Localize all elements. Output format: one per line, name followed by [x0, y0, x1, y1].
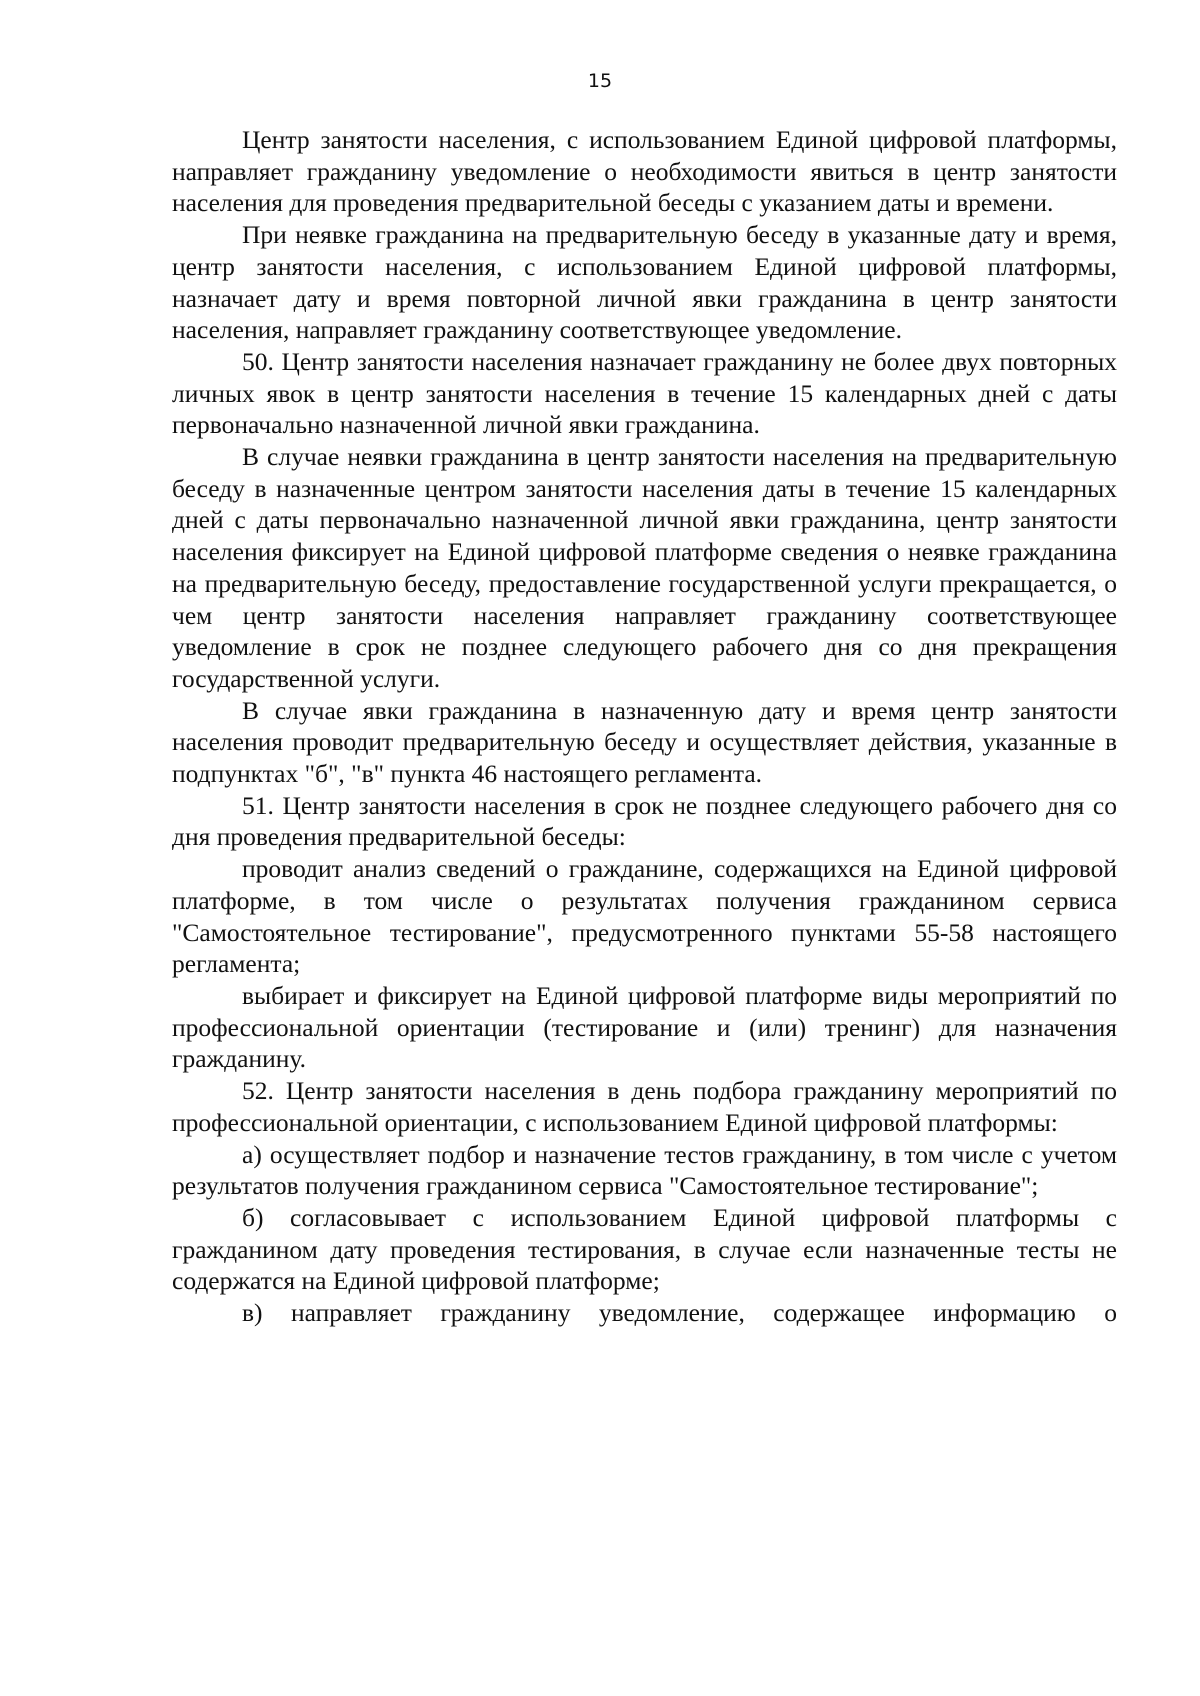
paragraph: 51. Центр занятости населения в срок не позднее следующего рабочего дня со дня проведения предварительной беседы: — [172, 790, 1117, 852]
document-body — [172, 124, 1117, 1329]
paragraph: В случае неявки гражданина в центр занятости населения на предварительную беседу в назначенные центром занятости населения даты в течение 15 календарных дней с даты первоначально назначенной личной явки гражданина, центр занятости населения фиксирует на Единой цифровой платформе сведения о неявке гражданина на предварительную беседу, предоставление государственной услуги прекращается, о чем центр занятости населения направляет гражданину соответствующее уведомление в срок не позднее следующего рабочего дня со дня прекращения государственной услуги. — [172, 442, 1117, 693]
paragraph: Центр занятости населения, с использованием Единой цифровой платформы, направляет гражданину уведомление о необходимости явиться в центр занятости населения для проведения предварительной беседы с указанием даты и времени. — [172, 125, 1117, 218]
paragraph: проводит анализ сведений о гражданине, содержащихся на Единой цифровой платформе, в том числе о результатах получения гражданином сервиса "Самостоятельное тестирование", предусмотренного пунктами 55-58 настоящего регламента; — [172, 854, 1117, 979]
paragraph: а) осуществляет подбор и назначение тестов гражданину, в том числе с учетом результатов получения гражданином сервиса "Самостоятельное тестирование"; — [172, 1139, 1117, 1201]
paragraph: При неявке гражданина на предварительную беседу в указанные дату и время, центр занятости населения, с использованием Единой цифровой платформы, назначает дату и время повторной личной явки гражданина в центр занятости населения, направляет гражданину соответствующее уведомление. — [172, 220, 1117, 345]
paragraph: 52. Центр занятости населения в день подбора гражданину мероприятий по профессиональной ориентации, с использованием Единой цифровой платформы: — [172, 1076, 1117, 1137]
paragraph: 50. Центр занятости населения назначает гражданину не более двух повторных личных явок в центр занятости населения в течение 15 календарных дней с даты первоначально назначенной личной явки гражданина. — [172, 346, 1117, 440]
paragraph: выбирает и фиксирует на Единой цифровой платформе виды мероприятий по профессиональной ориентации (тестирование и (или) тренинг) для назначения гражданину. — [172, 980, 1117, 1074]
paragraph: в) направляет гражданину уведомление, содержащее информацию о — [242, 1298, 1117, 1328]
paragraph: В случае явки гражданина в назначенную дату и время центр занятости населения проводит предварительную беседу и осуществляет действия, указанные в подпунктах "б", "в" пункта 46 настоящего регламента. — [172, 695, 1117, 789]
page-number: 15 — [587, 70, 613, 92]
paragraph: б) согласовывает с использованием Единой цифровой платформы с гражданином дату проведения тестирования, в случае если назначенные тесты не содержатся на Единой цифровой платформе; — [172, 1202, 1117, 1296]
